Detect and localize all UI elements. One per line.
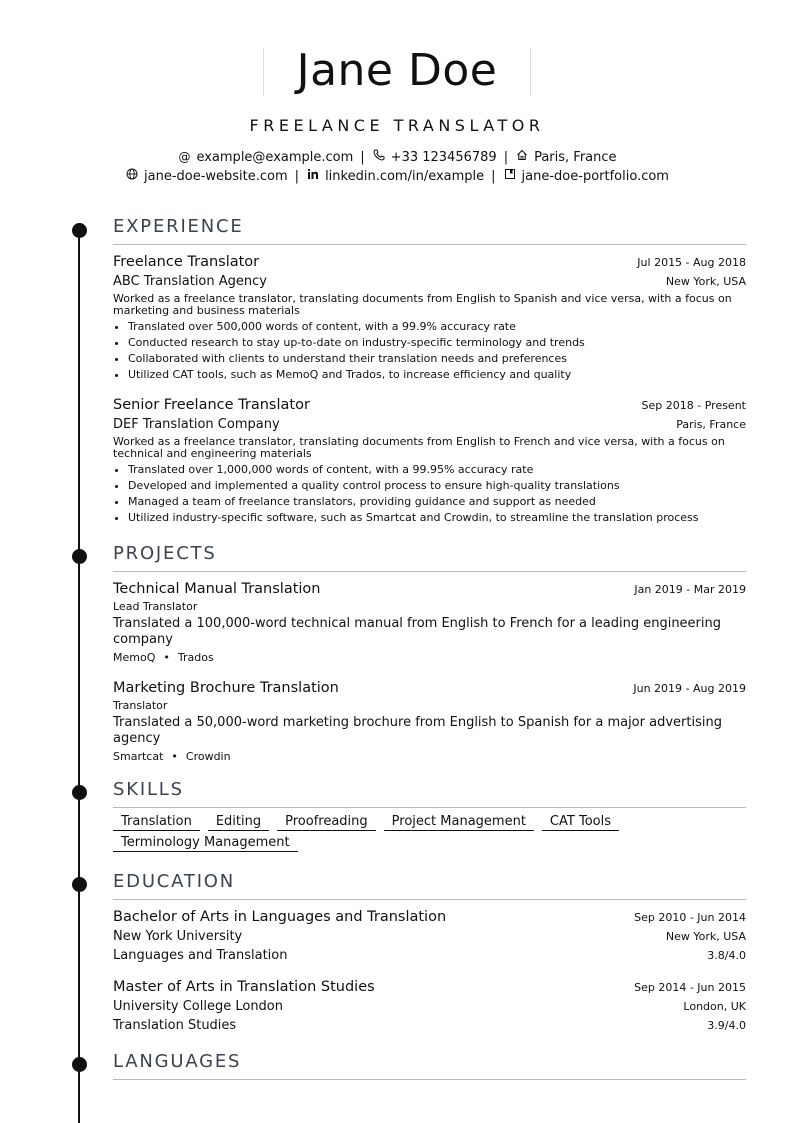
list-item: • Conducted research to stay up-to-date on industry-specific terminology and trends <box>128 335 746 351</box>
date-range: Jul 2015 - Aug 2018 <box>637 256 746 269</box>
description: Worked as a freelance translator, translating documents from English to French and vice versa, with a focus on technical and engineering materials <box>113 435 725 460</box>
field-of-study: Translation Studies <box>113 1018 237 1033</box>
skill-tag: Editing <box>208 813 269 831</box>
gpa: 3.8/4.0 <box>707 949 746 962</box>
phone-icon <box>372 148 386 167</box>
timeline-dot <box>72 785 87 800</box>
timeline-dot <box>72 223 87 238</box>
education-entry <box>113 907 746 965</box>
portfolio-link[interactable]: jane-doe-portfolio.com <box>521 169 669 184</box>
experience-section <box>113 216 746 526</box>
achievement-list <box>113 319 746 383</box>
description: Worked as a freelance translator, translating documents from English to Spanish and vice versa, with a focus on marketing and business materials <box>113 292 732 317</box>
separator: | <box>491 169 496 184</box>
degree-title: Master of Arts in Translation Studies <box>113 979 375 995</box>
company-name: DEF Translation Company <box>113 417 280 432</box>
date-range: Sep 2014 - Jun 2015 <box>634 981 746 994</box>
list-item: • Translated over 500,000 words of content, with a 99.9% accuracy rate <box>128 319 746 335</box>
project-role: Translator <box>113 699 168 712</box>
location-text: London, UK <box>683 1000 746 1013</box>
list-item: • Translated over 1,000,000 words of content, with a 99.95% accuracy rate <box>128 462 746 478</box>
description: Translated a 100,000-word technical manual from English to French for a leading engineering company <box>113 616 721 647</box>
at-icon: @ <box>178 150 191 164</box>
position-title: Freelance Translator <box>113 254 260 270</box>
school-name: University College London <box>113 999 283 1014</box>
job-title: FREELANCE TRANSLATOR <box>249 116 545 135</box>
divider <box>530 48 531 96</box>
contact-line-1 <box>0 148 794 167</box>
candidate-name: Jane Doe <box>296 45 498 96</box>
resume-header <box>0 44 794 186</box>
linkedin-link[interactable]: linkedin.com/in/example <box>325 169 485 184</box>
skill-tag: CAT Tools <box>542 813 619 831</box>
position-title: Senior Freelance Translator <box>113 397 310 413</box>
separator: | <box>360 150 365 165</box>
location-text: New York, USA <box>665 930 746 943</box>
education-entry <box>113 977 746 1035</box>
section-title: EXPERIENCE <box>113 216 746 245</box>
list-item: • Managed a team of freelance translators, providing guidance and support as needed <box>128 494 746 510</box>
date-range: Jan 2019 - Mar 2019 <box>634 583 746 596</box>
field-of-study: Languages and Translation <box>113 948 288 963</box>
separator: | <box>503 150 509 165</box>
languages-section <box>113 1051 746 1080</box>
bullet-separator: • <box>171 750 178 763</box>
tool-tags <box>113 650 746 666</box>
timeline-dot <box>72 877 87 892</box>
skills-section <box>113 779 746 855</box>
section-title: EDUCATION <box>113 871 746 900</box>
school-name: New York University <box>113 929 243 944</box>
skill-tag: Terminology Management <box>113 834 298 852</box>
tool-tags <box>113 749 746 765</box>
location-text: Paris, France <box>676 418 746 431</box>
gpa: 3.9/4.0 <box>707 1019 746 1032</box>
globe-icon <box>125 167 139 186</box>
company-name: ABC Translation Agency <box>113 274 267 289</box>
separator: | <box>294 169 300 184</box>
skill-tag: Proofreading <box>277 813 376 831</box>
experience-entry <box>113 395 746 526</box>
experience-entry <box>113 252 746 383</box>
skill-tag: Project Management <box>384 813 534 831</box>
divider <box>263 48 264 96</box>
tool-tag: Crowdin <box>185 750 231 763</box>
website-link[interactable]: jane-doe-website.com <box>144 169 288 184</box>
tool-tag: MemoQ <box>113 651 156 664</box>
portfolio-icon <box>503 167 517 186</box>
project-entry <box>113 678 746 765</box>
linkedin-icon <box>306 167 320 186</box>
tool-tag: Smartcat <box>113 750 164 763</box>
date-range: Jun 2019 - Aug 2019 <box>633 682 746 695</box>
email-link[interactable]: example@example.com <box>196 150 354 165</box>
list-item: • Developed and implemented a quality control process to ensure high-quality translations <box>128 478 746 494</box>
timeline-line <box>78 230 80 1123</box>
bullet-separator: • <box>163 651 170 664</box>
phone-link[interactable]: +33 123456789 <box>390 150 497 165</box>
tool-tag: Trados <box>177 651 214 664</box>
section-title: SKILLS <box>113 779 746 808</box>
skill-tag: Translation <box>113 813 200 831</box>
project-entry <box>113 579 746 666</box>
section-title: PROJECTS <box>113 543 746 572</box>
section-title: LANGUAGES <box>113 1051 746 1080</box>
list-item: • Collaborated with clients to understand their translation needs and preferences <box>128 351 746 367</box>
project-role: Lead Translator <box>113 600 198 613</box>
contact-line-2 <box>0 167 794 186</box>
description: Translated a 50,000-word marketing brochure from English to Spanish for a major advertising agency <box>113 715 722 746</box>
projects-section <box>113 543 746 765</box>
timeline-dot <box>72 1057 87 1072</box>
location-text: New York, USA <box>665 275 746 288</box>
timeline-dot <box>72 549 87 564</box>
location-text: Paris, France <box>534 150 617 165</box>
degree-title: Bachelor of Arts in Languages and Translation <box>113 909 447 925</box>
skill-list <box>113 813 653 855</box>
project-name: Technical Manual Translation <box>113 581 321 597</box>
name-block <box>263 44 532 98</box>
date-range: Sep 2018 - Present <box>641 399 746 412</box>
list-item: • Utilized CAT tools, such as MemoQ and Trados, to increase efficiency and quality <box>128 367 746 383</box>
date-range: Sep 2010 - Jun 2014 <box>634 911 746 924</box>
education-section <box>113 871 746 1035</box>
home-icon <box>515 148 529 167</box>
project-name: Marketing Brochure Translation <box>113 680 339 696</box>
achievement-list <box>113 462 746 526</box>
list-item: • Utilized industry-specific software, such as Smartcat and Crowdin, to streamline the translation process <box>128 510 746 526</box>
